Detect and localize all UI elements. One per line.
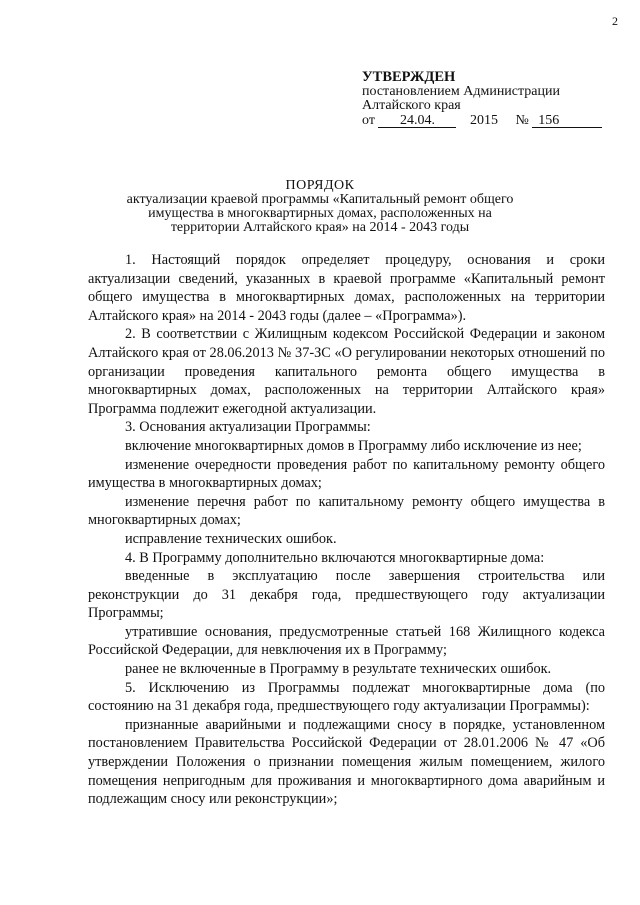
paragraph-11: ранее не включенные в Программу в результате технических ошибок. (125, 661, 552, 678)
approval-date-line (362, 114, 602, 129)
document-title (0, 179, 640, 235)
approval-line-2: Алтайского края (362, 98, 461, 113)
paragraph-3: 3. Основания актуализации Программы: (125, 419, 371, 436)
paragraph-2: 2. В соответствии с Жилищным кодексом Российской Федерации и законом Алтайского края от 28.06.2013 № 37-ЗС «О регулировании некоторых отношений по организации проведения капитального ремонта общего имущества в многоквартирных домах, расположенных на территории Алтайского края» Программа подлежит ежегодной актуализации. (88, 326, 605, 417)
title-line-1: актуализации краевой программы «Капитальный ремонт общего (126, 192, 514, 207)
paragraph-7: исправление технических ошибок. (125, 530, 337, 547)
paragraph-8: 4. В Программу дополнительно включаются многоквартирные дома: (125, 549, 545, 566)
paragraph-9: введенные в эксплуатацию после завершения строительства или реконструкции до 31 декабря года, предшествующего году актуализации Программы; (88, 568, 605, 622)
approval-number: 156 (532, 114, 602, 128)
paragraph-12: 5. Исключению из Программы подлежат многоквартирные дома (по состоянию на 31 декабря года, предшествующего году актуализации Программы): (88, 679, 605, 715)
title-main: ПОРЯДОК (285, 178, 355, 193)
approved-heading: УТВЕРЖДЕН (362, 69, 456, 85)
approval-stamp (362, 70, 602, 128)
title-line-2: имущества в многоквартирных домах, расположенных на (148, 206, 492, 221)
approval-year: 2015 (469, 112, 498, 128)
document-body (88, 251, 605, 809)
title-line-3: территории Алтайского края» на 2014 - 2043 годы (170, 220, 470, 235)
approval-date: 24.04. (378, 114, 456, 128)
paragraph-4: включение многоквартирных домов в Программу либо исключение из нее; (125, 437, 582, 454)
paragraph-6: изменение перечня работ по капитальному ремонту общего имущества в многоквартирных домах; (88, 493, 605, 529)
page-number: 2 (612, 14, 618, 28)
paragraph-1: 1. Настоящий порядок определяет процедуру, основания и сроки актуализации сведений, указанных в краевой программе «Капитальный ремонт общего имущества в многоквартирных домах, расположенных на территории Алтайского края» на 2014 - 2043 годы (далее – «Программа»). (88, 252, 605, 324)
number-label: № (515, 112, 529, 128)
from-label: от (362, 112, 375, 128)
paragraph-10: утратившие основания, предусмотренные статьей 168 Жилищного кодекса Российской Федерации, для невключения их в Программу; (88, 623, 605, 659)
approval-line-1: постановлением Администрации (362, 83, 560, 99)
paragraph-13: признанные аварийными и подлежащими сносу в порядке, установленном постановлением Правительства Российской Федерации от 28.01.2006 № 47 «Об утверждении Положения о признании помещения жилым помещением, жилого помещения непригодным для проживания и многоквартирного дома аварийным и подлежащим сносу или реконструкции»; (88, 716, 605, 808)
paragraph-5: изменение очередности проведения работ по капитальному ремонту общего имущества в многоквартирных домах; (88, 456, 605, 492)
